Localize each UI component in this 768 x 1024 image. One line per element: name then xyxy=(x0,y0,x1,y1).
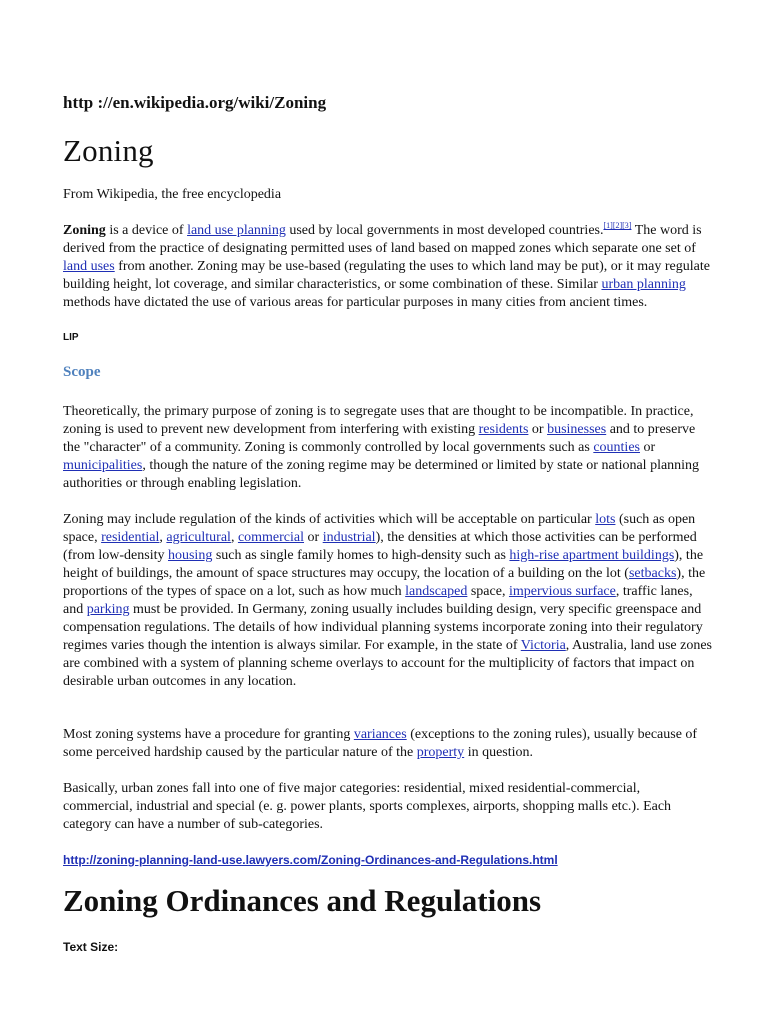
section-title: Zoning Ordinances and Regulations xyxy=(63,883,542,918)
paragraph-text: , Australia, land use zones are combined with a system of planning scheme overlays to account for the multiplicity of factors that impact on desirable urban outcomes in any location. xyxy=(63,638,712,689)
victoria-link[interactable]: Victoria xyxy=(520,638,566,653)
paragraph-text: ), the proportions of the types of space on a lot, such as how much xyxy=(63,566,706,599)
paragraph-text: , traffic lanes, and xyxy=(63,584,693,617)
intro-text: from another. Zoning may be use-based (regulating the uses to which land may be put), or it may regulate building height, lot coverage, and similar characteristics, or some combination of these. Similar xyxy=(63,259,710,292)
parking-link[interactable]: parking xyxy=(86,602,130,617)
scope-paragraph-2 xyxy=(63,511,713,691)
tagline: From Wikipedia, the free encyclopedia xyxy=(63,187,282,202)
intro-lead: Zoning xyxy=(63,223,106,238)
paragraph-text: (exceptions to the zoning rules), usually because of some perceived hardship caused by the particular nature of the xyxy=(63,727,698,760)
housing-link[interactable]: housing xyxy=(167,548,213,563)
lip-label: LIP xyxy=(63,332,79,343)
intro-text: used by local governments in most developed countries. xyxy=(285,223,604,238)
paragraph-text: such as single family homes to high-density such as xyxy=(212,548,510,563)
counties-link[interactable]: counties xyxy=(593,440,640,455)
industrial-link[interactable]: industrial xyxy=(322,530,376,545)
scope-paragraph-3 xyxy=(63,726,713,762)
citation-link[interactable]: [1][2][3] xyxy=(603,221,632,230)
paragraph-text: Zoning may include regulation of the kinds of activities which will be acceptable on particular xyxy=(63,512,596,527)
paragraph-text: or xyxy=(528,422,548,437)
paragraph-text: , xyxy=(159,530,167,545)
source-link[interactable]: http://zoning-planning-land-use.lawyers.com/Zoning-Ordinances-and-Regulations.html xyxy=(63,853,558,867)
paragraph-text: ), the height of buildings, the amount of space structures may occupy, the location of a building on the lot ( xyxy=(63,548,704,581)
paragraph-text: Theoretically, the primary purpose of zoning is to segregate uses that are thought to be incompatible. In practice, zoning is used to prevent new development from interfering with existing xyxy=(63,404,694,437)
intro-text: methods have dictated the use of various areas for particular purposes in many cities from ancient times. xyxy=(63,295,648,310)
paragraph-text: space, xyxy=(467,584,509,599)
land-uses-link[interactable]: land uses xyxy=(63,259,115,274)
urban-planning-link[interactable]: urban planning xyxy=(601,277,686,292)
paragraph-text: must be provided. In Germany, zoning usually includes building design, very specific greenspace and compensation regulations. The details of how individual planning systems incorporate zoning into their regulatory regimes varies though the intention is always similar. For example, in the state of xyxy=(63,602,703,653)
scope-paragraph-4: Basically, urban zones fall into one of five major categories: residential, mixed residential-commercial, commercial, industrial and special (e. g. power plants, sports complexes, airports, shopping malls etc.). Each category can have a number of sub-categories. xyxy=(63,781,672,832)
commercial-link[interactable]: commercial xyxy=(237,530,305,545)
intro-text: is a device of xyxy=(105,223,188,238)
variances-link[interactable]: variances xyxy=(353,727,407,742)
setbacks-link[interactable]: setbacks xyxy=(628,566,677,581)
paragraph-text: and to preserve the "character" of a community. Zoning is commonly controlled by local governments such as xyxy=(63,422,696,455)
paragraph-text: Most zoning systems have a procedure for granting xyxy=(63,727,354,742)
source-url-heading: http ://en.wikipedia.org/wiki/Zoning xyxy=(63,93,327,112)
paragraph-text: , though the nature of the zoning regime may be determined or limited by state or national planning authorities or through enabling legislation. xyxy=(63,458,700,491)
paragraph-text: or xyxy=(639,440,656,455)
impervious-surface-link[interactable]: impervious surface xyxy=(508,584,616,599)
property-link[interactable]: property xyxy=(416,745,465,760)
residents-link[interactable]: residents xyxy=(478,422,529,437)
lots-link[interactable]: lots xyxy=(595,512,616,527)
intro-text: The word is derived from the practice of designating permitted uses of land based on mapped zones which separate one set of xyxy=(63,223,702,256)
text-size-label: Text Size: xyxy=(63,940,119,954)
agricultural-link[interactable]: agricultural xyxy=(166,530,231,545)
intro-paragraph xyxy=(63,222,713,312)
high-rise-link[interactable]: high-rise apartment buildings xyxy=(509,548,675,563)
paragraph-text: ), the densities at which those activities can be performed (from low-density xyxy=(63,530,697,563)
land-use-planning-link[interactable]: land use planning xyxy=(187,223,286,238)
businesses-link[interactable]: businesses xyxy=(547,422,607,437)
municipalities-link[interactable]: municipalities xyxy=(63,458,143,473)
paragraph-text: , xyxy=(230,530,238,545)
residential-link[interactable]: residential xyxy=(101,530,160,545)
paragraph-text: or xyxy=(304,530,323,545)
paragraph-text: in question. xyxy=(464,745,534,760)
scope-paragraph-1 xyxy=(63,403,713,493)
page-title: Zoning xyxy=(63,133,154,168)
scope-heading: Scope xyxy=(63,364,101,380)
paragraph-text: (such as open space, xyxy=(63,512,696,545)
landscaped-link[interactable]: landscaped xyxy=(405,584,468,599)
